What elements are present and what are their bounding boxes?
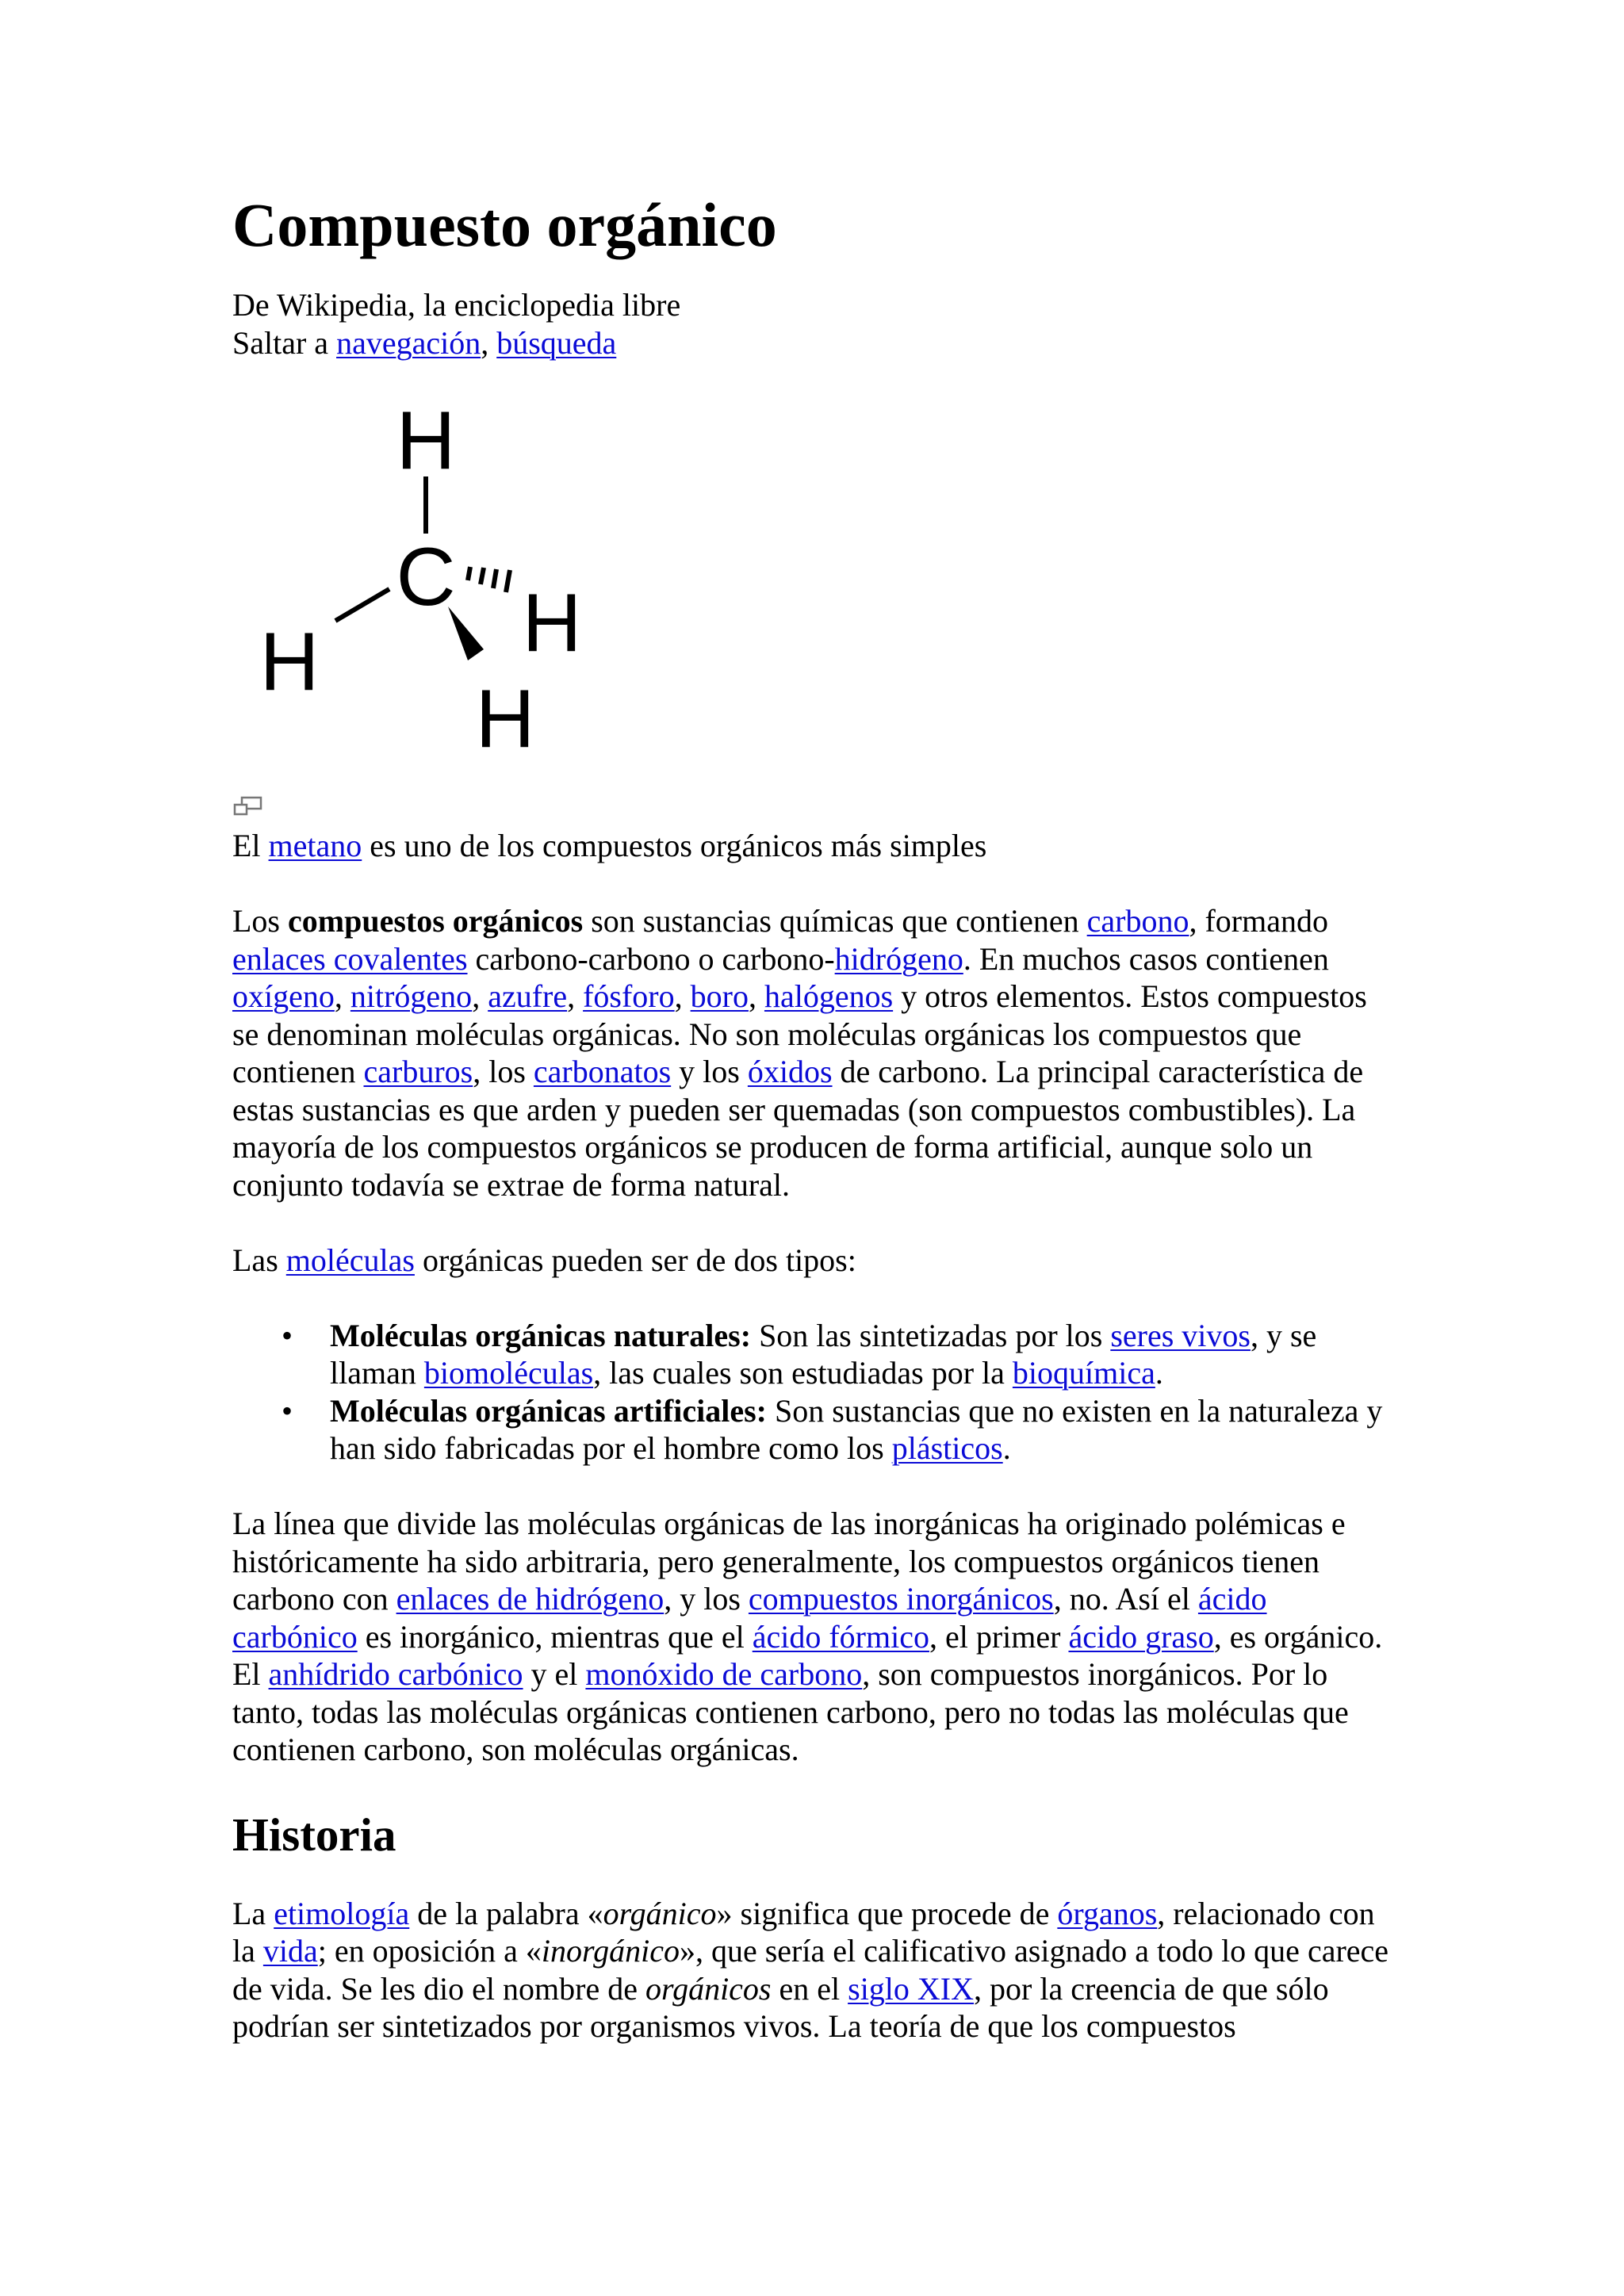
- atom-h-right: H: [522, 577, 582, 669]
- list-item: • Moléculas orgánicas artificiales: Son sustancias que no existen en la naturaleza y han sido fabricadas por el hombre como los plásticos.: [282, 1392, 1383, 1466]
- historia-paragraph: La etimología de la palabra «orgánico» significa que procede de órganos, relacionado con la vida; en oposición a «inorgánico», que sería el calificativo asignado a todo lo que carece de vida. Se les dio el nombre de orgánicos en el siglo XIX, por la creencia de que sólo podrían ser sintetizados por organismos vivos. La teoría de que los compuestos: [232, 1895, 1389, 2044]
- link-oxidos[interactable]: óxidos: [747, 1054, 833, 1089]
- link-compuestos-inorganicos[interactable]: compuestos inorgánicos: [748, 1581, 1054, 1617]
- list-item-title: Moléculas orgánicas artificiales:: [330, 1392, 767, 1429]
- tagline: De Wikipedia, la enciclopedia libre: [232, 287, 681, 323]
- link-organos[interactable]: órganos: [1057, 1895, 1158, 1931]
- link-oxigeno[interactable]: oxígeno: [232, 978, 335, 1014]
- caption-text-1: El: [232, 828, 269, 863]
- italic-inorganico: inorgánico: [541, 1933, 680, 1969]
- link-acido-carbonico[interactable]: ácido carbónico: [232, 1581, 1267, 1655]
- link-carbono[interactable]: carbono: [1086, 903, 1189, 939]
- skip-navigation-link[interactable]: navegación: [336, 325, 481, 361]
- link-siglo-xix[interactable]: siglo XIX: [848, 1970, 975, 2007]
- atom-h-top: H: [396, 395, 456, 487]
- italic-organico: orgánico: [603, 1895, 717, 1931]
- skip-prefix: Saltar a: [232, 325, 337, 361]
- link-bioquimica[interactable]: bioquímica: [1012, 1355, 1155, 1391]
- link-carburos[interactable]: carburos: [363, 1054, 473, 1089]
- link-fosforo[interactable]: fósforo: [583, 978, 675, 1014]
- link-nitrogeno[interactable]: nitrógeno: [350, 978, 473, 1014]
- link-plasticos[interactable]: plásticos: [891, 1430, 1003, 1466]
- link-vida[interactable]: vida: [262, 1933, 318, 1969]
- bullet: •: [282, 1317, 293, 1353]
- bold-compuestos-organicos: compuestos orgánicos: [288, 903, 584, 939]
- link-boro[interactable]: boro: [690, 978, 749, 1014]
- link-moleculas[interactable]: moléculas: [285, 1242, 415, 1278]
- link-enlaces-de-hidrogeno[interactable]: enlaces de hidrógeno: [396, 1581, 665, 1617]
- italic-organicos: orgánicos: [645, 1970, 772, 2007]
- link-seres-vivos[interactable]: seres vivos: [1110, 1317, 1251, 1353]
- atom-h-left: H: [259, 616, 320, 708]
- list-item: • Moléculas orgánicas naturales: Son las sintetizadas por los seres vivos, y se llaman biomoléculas, las cuales son estudiadas por la bioquímica.: [282, 1317, 1317, 1391]
- intro-paragraph: Los compuestos orgánicos son sustancias químicas que contienen carbono, formando enlaces covalentes carbono-carbono o carbono-hidrógeno. En muchos casos contienen oxígeno, nitrógeno, azufre, fósforo, boro, halógenos y otros elementos. Estos compuestos se denominan moléculas orgánicas. No son moléculas orgánicas los compuestos que contienen carburos, los carbonatos y los óxidos de carbono. La principal característica de estas sustancias es que arden y pueden ser quemadas (son compuestos combustibles). La mayoría de los compuestos orgánicos se producen de forma artificial, aunque solo un conjunto todavía se extrae de forma natural.: [232, 903, 1367, 1203]
- link-hidrogeno[interactable]: hidrógeno: [834, 940, 963, 977]
- methane-structure-image: [232, 383, 645, 779]
- link-enlaces-covalentes[interactable]: enlaces covalentes: [232, 940, 468, 977]
- skip-separator: ,: [481, 325, 497, 361]
- magnify-icon: [232, 795, 264, 819]
- types-list: [232, 1317, 1398, 1468]
- list-item-title: Moléculas orgánicas naturales:: [330, 1317, 752, 1353]
- link-halogenos[interactable]: halógenos: [764, 978, 894, 1014]
- atom-c: C: [396, 531, 456, 623]
- link-carbonatos[interactable]: carbonatos: [533, 1054, 672, 1089]
- article: [232, 190, 1398, 2045]
- link-acido-formico[interactable]: ácido fórmico: [752, 1618, 929, 1655]
- link-monoxido-de-carbono[interactable]: monóxido de carbono: [585, 1656, 863, 1692]
- link-acido-graso[interactable]: ácido graso: [1068, 1618, 1214, 1655]
- bullet: •: [282, 1392, 293, 1429]
- bond-hashed-right: [468, 567, 510, 592]
- skip-search-link[interactable]: búsqueda: [496, 325, 617, 361]
- site-subtitle: [232, 286, 1398, 362]
- enlarge-icon[interactable]: [232, 795, 1398, 822]
- section-heading-historia: Historia: [232, 1808, 396, 1861]
- link-azufre[interactable]: azufre: [488, 978, 568, 1014]
- link-biomoleculas[interactable]: biomoléculas: [423, 1355, 594, 1391]
- page-title: Compuesto orgánico: [232, 190, 777, 259]
- atom-h-bottom: H: [475, 673, 535, 765]
- bond-left: [335, 589, 389, 621]
- figure-caption: [232, 827, 1398, 865]
- types-paragraph: Las moléculas orgánicas pueden ser de dos tipos:: [232, 1242, 856, 1278]
- division-paragraph: La línea que divide las moléculas orgánicas de las inorgánicas ha originado polémicas e históricamente ha sido arbitraria, pero generalmente, los compuestos orgánicos tienen carbono con enlaces de hidrógeno, y los compuestos inorgánicos, no. Así el ácido carbónico es inorgánico, mientras que el ácido fórmico, el primer ácido graso, es orgánico. El anhídrido carbónico y el monóxido de carbono, son compuestos inorgánicos. Por lo tanto, todas las moléculas orgánicas contienen carbono, pero no todas las moléculas que contienen carbono, son moléculas orgánicas.: [232, 1506, 1383, 1767]
- link-anhidrido-carbonico[interactable]: anhídrido carbónico: [268, 1656, 523, 1692]
- skip-links: [232, 324, 1398, 362]
- link-etimologia[interactable]: etimología: [274, 1895, 410, 1931]
- caption-text-2: es uno de los compuestos orgánicos más simples: [362, 828, 987, 863]
- methane-figure[interactable]: [232, 383, 645, 779]
- link-metano[interactable]: metano: [268, 828, 362, 863]
